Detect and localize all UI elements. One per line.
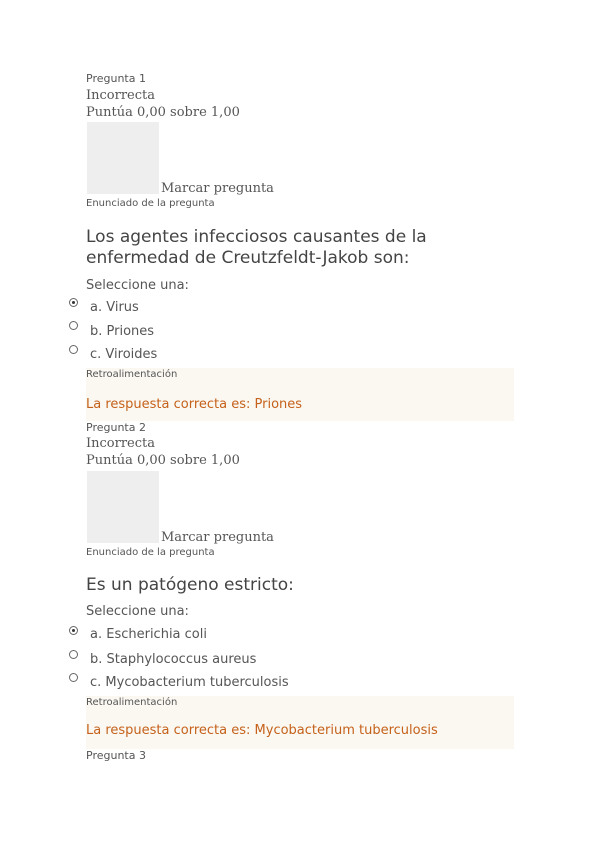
- flag-icon[interactable]: [87, 471, 159, 543]
- select-one-prompt: Seleccione una:: [86, 278, 189, 293]
- question-statement-heading: Enunciado de la pregunta: [86, 547, 215, 558]
- option-c-label[interactable]: c. Mycobacterium tuberculosis: [90, 675, 289, 690]
- feedback-panel: [86, 696, 514, 749]
- radio-option-b[interactable]: [69, 650, 78, 659]
- question-status: Incorrecta: [86, 436, 155, 451]
- option-b-label[interactable]: b. Priones: [90, 324, 155, 339]
- radio-option-b[interactable]: [69, 321, 78, 330]
- select-one-prompt: Seleccione una:: [86, 604, 189, 619]
- option-a-label[interactable]: a. Escherichia coli: [90, 627, 207, 642]
- feedback-heading: Retroalimentación: [86, 369, 178, 380]
- question-statement-heading: Enunciado de la pregunta: [86, 198, 215, 209]
- question-text-line-1: Es un patógeno estricto:: [86, 575, 294, 595]
- question-number: Pregunta 2: [86, 421, 146, 434]
- radio-option-a[interactable]: [69, 626, 78, 635]
- radio-option-c[interactable]: [69, 345, 78, 354]
- option-c-label[interactable]: c. Viroides: [90, 347, 158, 362]
- question-number: Pregunta 3: [86, 749, 146, 762]
- radio-option-a[interactable]: [69, 298, 78, 307]
- flag-question-link[interactable]: Marcar pregunta: [161, 530, 274, 545]
- option-a-label[interactable]: a. Virus: [90, 300, 139, 315]
- question-number: Pregunta 1: [86, 72, 146, 85]
- feedback-heading: Retroalimentación: [86, 697, 178, 708]
- correct-answer-text: La respuesta correcta es: Mycobacterium tuberculosis: [86, 723, 438, 738]
- flag-icon[interactable]: [87, 122, 159, 194]
- question-text-line-1: Los agentes infecciosos causantes de la: [86, 227, 427, 247]
- correct-answer-text: La respuesta correcta es: Priones: [86, 397, 303, 412]
- question-score: Puntúa 0,00 sobre 1,00: [86, 105, 240, 120]
- question-score: Puntúa 0,00 sobre 1,00: [86, 453, 240, 468]
- option-b-label[interactable]: b. Staphylococcus aureus: [90, 652, 257, 667]
- radio-option-c[interactable]: [69, 673, 78, 682]
- question-text-line-2: enfermedad de Creutzfeldt-Jakob son:: [86, 248, 410, 268]
- feedback-panel: [86, 368, 514, 421]
- flag-question-link[interactable]: Marcar pregunta: [161, 181, 274, 196]
- question-status: Incorrecta: [86, 88, 155, 103]
